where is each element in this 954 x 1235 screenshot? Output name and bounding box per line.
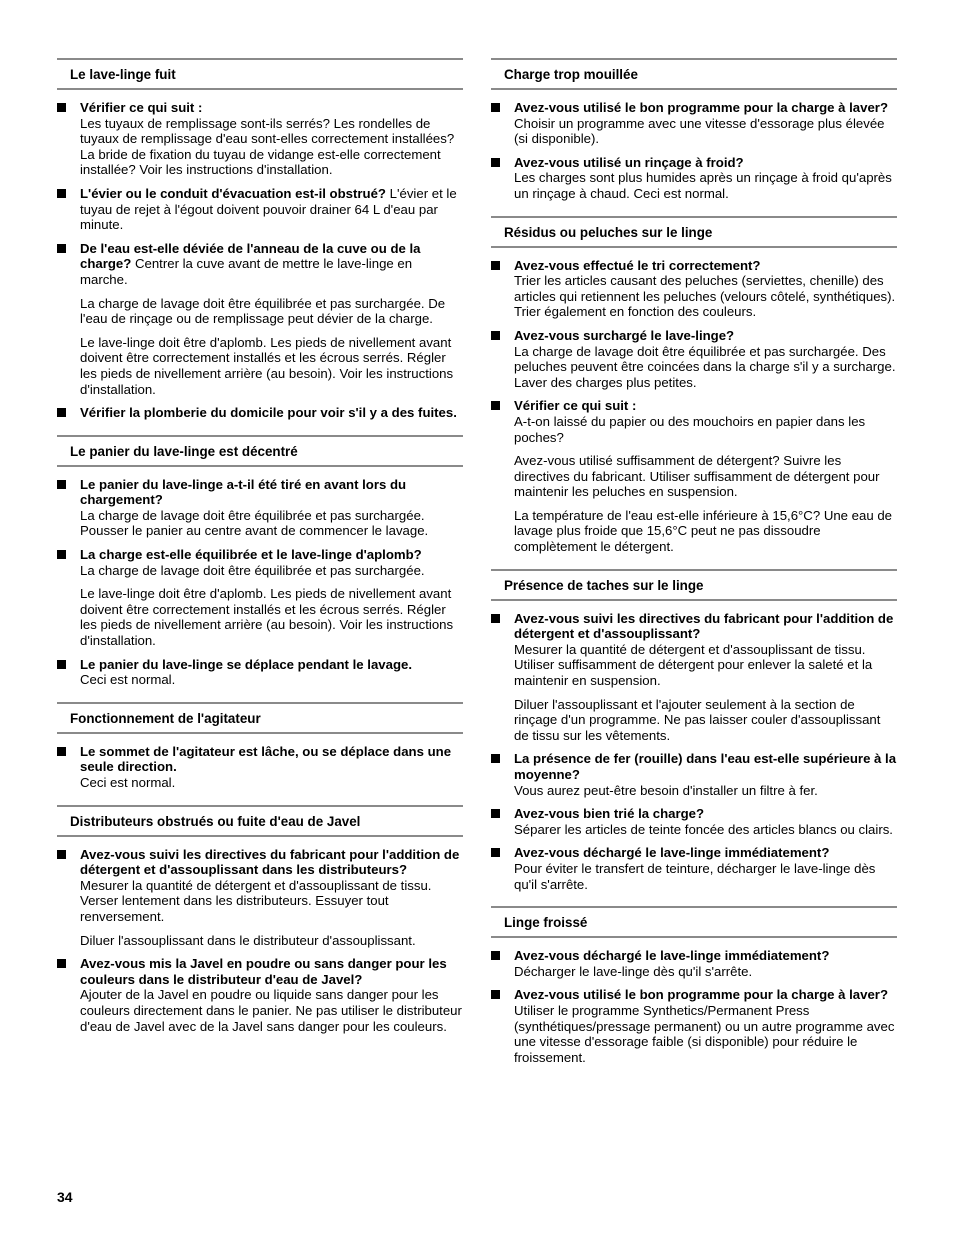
- question-text: Le sommet de l'agitateur est lâche, ou se déplace dans une seule direction.: [80, 743, 452, 775]
- question-text: Avez-vous bien trié la charge?: [514, 806, 705, 822]
- troubleshooting-item: [57, 744, 463, 791]
- paragraph-text: La température de l'eau est-elle inférieure à 15,6°C? Une eau de lavage plus froide que 15,6°C peut ne pas dissoudre complètement le détergent.: [514, 507, 893, 555]
- page-number: 34: [57, 1189, 73, 1205]
- paragraph-text: Diluer l'assouplissant et l'ajouter seulement à la section de rinçage d'un programme. Ne pas laisser couler d'assouplissant de tissu sur les vêtements.: [514, 696, 881, 743]
- square-bullet-icon: [57, 747, 66, 756]
- square-bullet-icon: [57, 244, 66, 253]
- answer-text: Séparer les articles de teinte foncée des articles blancs ou clairs.: [514, 821, 893, 837]
- section-charge-trop-mouillee: [491, 58, 897, 202]
- answer-text: Choisir un programme avec une vitesse d'essorage plus élevée (si disponible).: [514, 115, 885, 147]
- section-heading: Le lave-linge fuit: [57, 58, 463, 90]
- square-bullet-icon: [57, 959, 66, 968]
- troubleshooting-item: [57, 956, 463, 1034]
- question-text: Avez-vous suivi les directives du fabricant pour l'addition de détergent et d'assouplissant?: [514, 610, 894, 642]
- square-bullet-icon: [491, 951, 500, 960]
- troubleshooting-item: [491, 258, 897, 320]
- section-heading: Le panier du lave-linge est décentré: [57, 435, 463, 467]
- answer-text: Utiliser le programme Synthetics/Permanent Press (synthétiques/pressage permanent) ou un autre programme avec une vitesse d'essorage faible (si disponible) pour réduire le froissement.: [514, 1002, 895, 1065]
- answer-text: A-t-on laissé du papier ou des mouchoirs en papier dans les poches?: [514, 413, 866, 445]
- square-bullet-icon: [57, 480, 66, 489]
- section-heading: Charge trop mouillée: [491, 58, 897, 90]
- square-bullet-icon: [57, 408, 66, 417]
- question-text: Vérifier la plomberie du domicile pour voir s'il y a des fuites.: [80, 405, 457, 421]
- answer-text: Les tuyaux de remplissage sont-ils serrés? Les rondelles de tuyaux de remplissage d'eau sont-elles correctement installées? La bride de fixation du tuyau de vidange est-elle correctement installée? Voir les instructions d'installation.: [80, 115, 455, 178]
- square-bullet-icon: [491, 261, 500, 270]
- question-text: La charge est-elle équilibrée et le lave-linge d'aplomb?: [80, 547, 422, 563]
- square-bullet-icon: [57, 850, 66, 859]
- answer-text: La charge de lavage doit être équilibrée et pas surchargée.: [80, 562, 425, 578]
- square-bullet-icon: [491, 754, 500, 763]
- question-text: Avez-vous utilisé le bon programme pour la charge à laver?: [514, 987, 888, 1003]
- troubleshooting-item: [57, 547, 463, 578]
- square-bullet-icon: [491, 103, 500, 112]
- section-le-lave-linge-fuit: [57, 58, 463, 421]
- square-bullet-icon: [491, 331, 500, 340]
- question-text: Avez-vous surchargé le lave-linge?: [514, 327, 735, 343]
- troubleshooting-item: [491, 948, 897, 979]
- question-text: De l'eau est-elle déviée de l'anneau de la cuve ou de la charge?: [80, 240, 421, 272]
- troubleshooting-item: [491, 155, 897, 202]
- troubleshooting-item: [57, 100, 463, 178]
- troubleshooting-item: [491, 845, 897, 892]
- answer-text: Ceci est normal.: [80, 672, 176, 688]
- square-bullet-icon: [491, 158, 500, 167]
- question-text: Avez-vous mis la Javel en poudre ou sans danger pour les couleurs dans le distributeur d'eau de Javel?: [80, 956, 447, 987]
- answer-text: La charge de lavage doit être équilibrée et pas surchargée. Pousser le panier au centre avant de commencer le lavage.: [80, 507, 429, 539]
- section-le-panier-du-lave-linge-est-decentre: [57, 435, 463, 688]
- paragraph-text: Avez-vous utilisé suffisamment de détergent? Suivre les directives du fabricant. Utiliser suffisamment de détergent pour maintenir les peluches en suspension.: [514, 453, 880, 500]
- paragraph-text: La charge de lavage doit être équilibrée et pas surchargée. De l'eau de rinçage ou de remplissage peut dévier de la charge.: [80, 295, 446, 327]
- troubleshooting-item: [491, 611, 897, 689]
- square-bullet-icon: [57, 550, 66, 559]
- paragraph-text: Le lave-linge doit être d'aplomb. Les pieds de nivellement avant doivent être correctement installés et les écrous serrés. Régler les pieds de nivellement arrière (au besoin). Voir les instructions d'installation.: [80, 586, 454, 649]
- section-fonctionnement-de-l-agitateur: [57, 702, 463, 791]
- paragraph-text: Diluer l'assouplissant dans le distributeur d'assouplissant.: [80, 932, 416, 948]
- question-text: Avez-vous effectué le tri correctement?: [514, 257, 761, 273]
- troubleshooting-item: [491, 751, 897, 798]
- question-text: Le panier du lave-linge se déplace pendant le lavage.: [80, 656, 412, 672]
- troubleshooting-item: [491, 100, 897, 147]
- square-bullet-icon: [491, 848, 500, 857]
- section-presence-de-taches-sur-le-linge: [491, 569, 897, 893]
- square-bullet-icon: [491, 401, 500, 410]
- answer-text: Mesurer la quantité de détergent et d'assouplissant de tissu. Utiliser suffisamment de détergent pour enlever la saleté et la maintenir en suspension.: [514, 641, 873, 689]
- troubleshooting-item: [57, 657, 463, 688]
- question-text: Avez-vous utilisé un rinçage à froid?: [514, 154, 744, 170]
- answer-text: Décharger le lave-linge dès qu'il s'arrête.: [514, 963, 753, 979]
- troubleshooting-item: [491, 398, 897, 445]
- troubleshooting-item: [57, 241, 463, 288]
- troubleshooting-item: [57, 186, 463, 233]
- section-heading: Résidus ou peluches sur le linge: [491, 216, 897, 248]
- answer-text: Centrer la cuve avant de mettre le lave-linge en marche.: [80, 256, 413, 287]
- question-text: Vérifier ce qui suit :: [514, 398, 637, 414]
- troubleshooting-item: [491, 987, 897, 1065]
- troubleshooting-item: [57, 847, 463, 925]
- answer-text: Les charges sont plus humides après un rinçage à froid qu'après un rinçage à chaud. Ceci est normal.: [514, 170, 892, 201]
- answer-text: Ajouter de la Javel en poudre ou liquide sans danger pour les couleurs directement dans le panier. Ne pas utiliser le distributeur d'eau de Javel avec de la Javel sans danger pour les couleurs.: [80, 987, 462, 1034]
- question-text: Le panier du lave-linge a-t-il été tiré en avant lors du chargement?: [80, 476, 407, 508]
- question-text: Avez-vous déchargé le lave-linge immédiatement?: [514, 948, 830, 964]
- section-linge-froisse: [491, 906, 897, 1065]
- answer-text: Mesurer la quantité de détergent et d'assouplissant de tissu. Verser lentement dans les distributeurs. Essuyer tout renversement.: [80, 877, 432, 924]
- answer-text: Ceci est normal.: [80, 775, 176, 790]
- troubleshooting-item: [57, 477, 463, 539]
- section-heading: Distributeurs obstrués ou fuite d'eau de Javel: [57, 805, 463, 837]
- section-distributeurs-obstrues-ou-fuite-d-eau-de-javel: [57, 805, 463, 1035]
- question-text: La présence de fer (rouille) dans l'eau est-elle supérieure à la moyenne?: [514, 751, 897, 782]
- section-heading: Présence de taches sur le linge: [491, 569, 897, 601]
- square-bullet-icon: [57, 189, 66, 198]
- answer-text: Vous aurez peut-être besoin d'installer un filtre à fer.: [514, 782, 818, 798]
- left-column: [57, 58, 463, 1048]
- question-text: L'évier ou le conduit d'évacuation est-il obstrué?: [80, 185, 386, 201]
- paragraph-text: Le lave-linge doit être d'aplomb. Les pieds de nivellement avant doivent être correctement installés et les écrous serrés. Régler les pieds de nivellement arrière (au besoin). Voir les instructions d'installation.: [80, 334, 454, 397]
- troubleshooting-item: [491, 328, 897, 390]
- right-column: [491, 58, 897, 1079]
- square-bullet-icon: [491, 809, 500, 818]
- answer-text: Pour éviter le transfert de teinture, décharger le lave-linge dès qu'il s'arrête.: [514, 860, 876, 892]
- question-text: Vérifier ce qui suit :: [80, 100, 203, 115]
- answer-text: L'évier et le tuyau de rejet à l'égout doivent pouvoir drainer 64 L d'eau par minute.: [80, 185, 457, 233]
- square-bullet-icon: [491, 990, 500, 999]
- troubleshooting-item: [491, 806, 897, 837]
- answer-text: Trier les articles causant des peluches (serviettes, chenille) des articles qui retiennent les peluches (velours côtelé, synthétiques). Trier également en fonction des couleurs.: [514, 273, 896, 320]
- question-text: Avez-vous déchargé le lave-linge immédiatement?: [514, 845, 830, 861]
- section-heading: Linge froissé: [491, 906, 897, 938]
- question-text: Avez-vous suivi les directives du fabricant pour l'addition de détergent et d'assouplissant dans les distributeurs?: [80, 846, 460, 878]
- answer-text: La charge de lavage doit être équilibrée et pas surchargée. Des peluches peuvent être coincées dans la charge s'il y a surcharge. Laver des charges plus petites.: [514, 343, 896, 390]
- troubleshooting-item: [57, 405, 463, 421]
- question-text: Avez-vous utilisé le bon programme pour la charge à laver?: [514, 100, 888, 115]
- square-bullet-icon: [491, 614, 500, 623]
- square-bullet-icon: [57, 660, 66, 669]
- section-residus-ou-peluches-sur-le-linge: [491, 216, 897, 555]
- square-bullet-icon: [57, 103, 66, 112]
- section-heading: Fonctionnement de l'agitateur: [57, 702, 463, 734]
